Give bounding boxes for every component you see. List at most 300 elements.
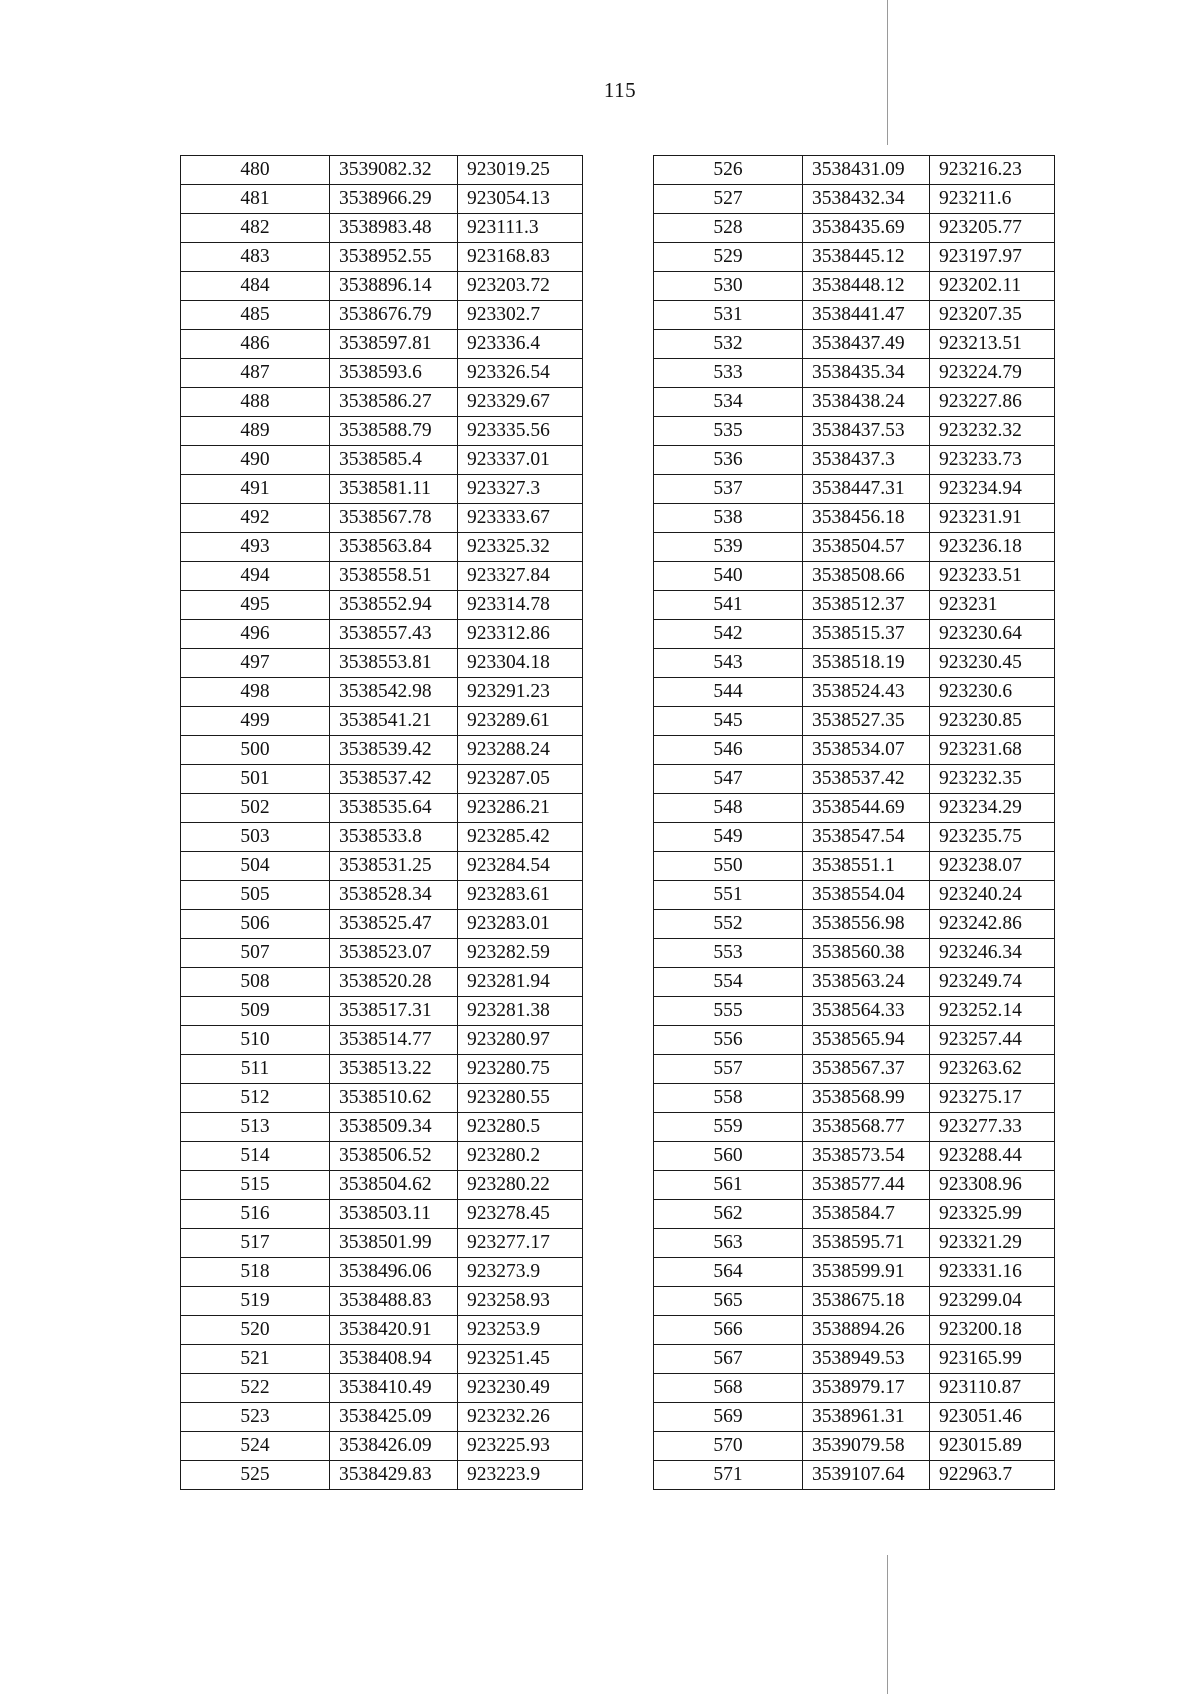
point-number-cell: 565 bbox=[654, 1287, 803, 1316]
y-coordinate-cell: 923326.54 bbox=[458, 359, 583, 388]
table-row bbox=[181, 359, 583, 388]
point-number-cell: 550 bbox=[654, 852, 803, 881]
y-coordinate-cell: 923231.91 bbox=[930, 504, 1055, 533]
x-coordinate-cell: 3538577.44 bbox=[803, 1171, 930, 1200]
y-coordinate-cell: 923258.93 bbox=[458, 1287, 583, 1316]
x-coordinate-cell: 3538588.79 bbox=[330, 417, 458, 446]
point-number-cell: 561 bbox=[654, 1171, 803, 1200]
x-coordinate-cell: 3538553.81 bbox=[330, 649, 458, 678]
point-number-cell: 489 bbox=[181, 417, 330, 446]
table-row bbox=[181, 1287, 583, 1316]
table-row bbox=[181, 649, 583, 678]
table-row bbox=[654, 620, 1055, 649]
y-coordinate-cell: 923197.97 bbox=[930, 243, 1055, 272]
x-coordinate-cell: 3538512.37 bbox=[803, 591, 930, 620]
table-row bbox=[181, 939, 583, 968]
x-coordinate-cell: 3538565.94 bbox=[803, 1026, 930, 1055]
y-coordinate-cell: 923287.05 bbox=[458, 765, 583, 794]
x-coordinate-cell: 3538426.09 bbox=[330, 1432, 458, 1461]
table-row bbox=[654, 678, 1055, 707]
x-coordinate-cell: 3538554.04 bbox=[803, 881, 930, 910]
table-row bbox=[654, 1229, 1055, 1258]
x-coordinate-cell: 3538675.18 bbox=[803, 1287, 930, 1316]
table-row bbox=[181, 533, 583, 562]
x-coordinate-cell: 3538508.66 bbox=[803, 562, 930, 591]
point-number-cell: 530 bbox=[654, 272, 803, 301]
y-coordinate-cell: 923286.21 bbox=[458, 794, 583, 823]
x-coordinate-cell: 3538527.35 bbox=[803, 707, 930, 736]
scan-edge-line-bottom bbox=[887, 1555, 888, 1694]
table-row bbox=[181, 678, 583, 707]
table-row bbox=[181, 1432, 583, 1461]
x-coordinate-cell: 3538523.07 bbox=[330, 939, 458, 968]
y-coordinate-cell: 923333.67 bbox=[458, 504, 583, 533]
point-number-cell: 507 bbox=[181, 939, 330, 968]
x-coordinate-cell: 3538517.31 bbox=[330, 997, 458, 1026]
point-number-cell: 490 bbox=[181, 446, 330, 475]
table-row bbox=[654, 1084, 1055, 1113]
y-coordinate-cell: 923280.97 bbox=[458, 1026, 583, 1055]
coordinate-table-right bbox=[653, 155, 1055, 1490]
point-number-cell: 482 bbox=[181, 214, 330, 243]
y-coordinate-cell: 923280.55 bbox=[458, 1084, 583, 1113]
x-coordinate-cell: 3538432.34 bbox=[803, 185, 930, 214]
point-number-cell: 513 bbox=[181, 1113, 330, 1142]
table-row bbox=[654, 1403, 1055, 1432]
y-coordinate-cell: 923168.83 bbox=[458, 243, 583, 272]
table-row bbox=[181, 1055, 583, 1084]
x-coordinate-cell: 3538563.24 bbox=[803, 968, 930, 997]
point-number-cell: 518 bbox=[181, 1258, 330, 1287]
y-coordinate-cell: 923233.51 bbox=[930, 562, 1055, 591]
y-coordinate-cell: 923234.94 bbox=[930, 475, 1055, 504]
point-number-cell: 481 bbox=[181, 185, 330, 214]
point-number-cell: 500 bbox=[181, 736, 330, 765]
y-coordinate-cell: 923054.13 bbox=[458, 185, 583, 214]
y-coordinate-cell: 923285.42 bbox=[458, 823, 583, 852]
x-coordinate-cell: 3538531.25 bbox=[330, 852, 458, 881]
point-number-cell: 511 bbox=[181, 1055, 330, 1084]
point-number-cell: 545 bbox=[654, 707, 803, 736]
x-coordinate-cell: 3538568.99 bbox=[803, 1084, 930, 1113]
table-row bbox=[654, 1374, 1055, 1403]
y-coordinate-cell: 923240.24 bbox=[930, 881, 1055, 910]
y-coordinate-cell: 923251.45 bbox=[458, 1345, 583, 1374]
table-row bbox=[181, 707, 583, 736]
x-coordinate-cell: 3538949.53 bbox=[803, 1345, 930, 1374]
point-number-cell: 498 bbox=[181, 678, 330, 707]
x-coordinate-cell: 3538510.62 bbox=[330, 1084, 458, 1113]
table-row bbox=[654, 1026, 1055, 1055]
x-coordinate-cell: 3538568.77 bbox=[803, 1113, 930, 1142]
x-coordinate-cell: 3538431.09 bbox=[803, 156, 930, 185]
y-coordinate-cell: 923051.46 bbox=[930, 1403, 1055, 1432]
table-row bbox=[654, 968, 1055, 997]
point-number-cell: 540 bbox=[654, 562, 803, 591]
y-coordinate-cell: 923238.07 bbox=[930, 852, 1055, 881]
point-number-cell: 527 bbox=[654, 185, 803, 214]
point-number-cell: 508 bbox=[181, 968, 330, 997]
table-row bbox=[181, 1171, 583, 1200]
y-coordinate-cell: 923337.01 bbox=[458, 446, 583, 475]
table-row bbox=[654, 997, 1055, 1026]
point-number-cell: 523 bbox=[181, 1403, 330, 1432]
point-number-cell: 562 bbox=[654, 1200, 803, 1229]
y-coordinate-cell: 923110.87 bbox=[930, 1374, 1055, 1403]
table-row bbox=[181, 388, 583, 417]
y-coordinate-cell: 923230.85 bbox=[930, 707, 1055, 736]
x-coordinate-cell: 3538676.79 bbox=[330, 301, 458, 330]
table-row bbox=[181, 1142, 583, 1171]
table-row bbox=[181, 620, 583, 649]
table-row bbox=[181, 301, 583, 330]
y-coordinate-cell: 923207.35 bbox=[930, 301, 1055, 330]
y-coordinate-cell: 923336.4 bbox=[458, 330, 583, 359]
point-number-cell: 492 bbox=[181, 504, 330, 533]
y-coordinate-cell: 923277.17 bbox=[458, 1229, 583, 1258]
x-coordinate-cell: 3538503.11 bbox=[330, 1200, 458, 1229]
point-number-cell: 563 bbox=[654, 1229, 803, 1258]
point-number-cell: 501 bbox=[181, 765, 330, 794]
point-number-cell: 567 bbox=[654, 1345, 803, 1374]
table-row bbox=[654, 243, 1055, 272]
y-coordinate-cell: 923280.75 bbox=[458, 1055, 583, 1084]
table-row bbox=[181, 1258, 583, 1287]
point-number-cell: 525 bbox=[181, 1461, 330, 1490]
x-coordinate-cell: 3538585.4 bbox=[330, 446, 458, 475]
point-number-cell: 494 bbox=[181, 562, 330, 591]
table-row bbox=[654, 388, 1055, 417]
point-number-cell: 484 bbox=[181, 272, 330, 301]
table-row bbox=[181, 736, 583, 765]
point-number-cell: 499 bbox=[181, 707, 330, 736]
y-coordinate-cell: 923299.04 bbox=[930, 1287, 1055, 1316]
table-row bbox=[654, 910, 1055, 939]
page-number: 115 bbox=[603, 78, 637, 102]
y-coordinate-cell: 923223.9 bbox=[458, 1461, 583, 1490]
x-coordinate-cell: 3538595.71 bbox=[803, 1229, 930, 1258]
table-row bbox=[181, 504, 583, 533]
table-row bbox=[181, 591, 583, 620]
point-number-cell: 535 bbox=[654, 417, 803, 446]
point-number-cell: 552 bbox=[654, 910, 803, 939]
y-coordinate-cell: 923312.86 bbox=[458, 620, 583, 649]
x-coordinate-cell: 3538456.18 bbox=[803, 504, 930, 533]
table-row bbox=[654, 301, 1055, 330]
point-number-cell: 569 bbox=[654, 1403, 803, 1432]
point-number-cell: 483 bbox=[181, 243, 330, 272]
y-coordinate-cell: 923234.29 bbox=[930, 794, 1055, 823]
point-number-cell: 539 bbox=[654, 533, 803, 562]
table-row bbox=[654, 649, 1055, 678]
y-coordinate-cell: 923283.01 bbox=[458, 910, 583, 939]
x-coordinate-cell: 3538514.77 bbox=[330, 1026, 458, 1055]
x-coordinate-cell: 3538425.09 bbox=[330, 1403, 458, 1432]
table-row bbox=[654, 1345, 1055, 1374]
x-coordinate-cell: 3538979.17 bbox=[803, 1374, 930, 1403]
table-row bbox=[654, 533, 1055, 562]
y-coordinate-cell: 923242.86 bbox=[930, 910, 1055, 939]
point-number-cell: 480 bbox=[181, 156, 330, 185]
point-number-cell: 548 bbox=[654, 794, 803, 823]
table-row bbox=[654, 939, 1055, 968]
x-coordinate-cell: 3538501.99 bbox=[330, 1229, 458, 1258]
x-coordinate-cell: 3538429.83 bbox=[330, 1461, 458, 1490]
table-row bbox=[181, 1345, 583, 1374]
coordinate-table-left bbox=[180, 155, 583, 1490]
y-coordinate-cell: 923202.11 bbox=[930, 272, 1055, 301]
table-row bbox=[654, 1258, 1055, 1287]
y-coordinate-cell: 923281.38 bbox=[458, 997, 583, 1026]
x-coordinate-cell: 3538513.22 bbox=[330, 1055, 458, 1084]
table-row bbox=[181, 1374, 583, 1403]
table-row bbox=[654, 794, 1055, 823]
y-coordinate-cell: 923325.99 bbox=[930, 1200, 1055, 1229]
x-coordinate-cell: 3538488.83 bbox=[330, 1287, 458, 1316]
y-coordinate-cell: 923280.2 bbox=[458, 1142, 583, 1171]
point-number-cell: 496 bbox=[181, 620, 330, 649]
point-number-cell: 493 bbox=[181, 533, 330, 562]
x-coordinate-cell: 3538573.54 bbox=[803, 1142, 930, 1171]
x-coordinate-cell: 3538556.98 bbox=[803, 910, 930, 939]
x-coordinate-cell: 3538437.53 bbox=[803, 417, 930, 446]
x-coordinate-cell: 3538539.42 bbox=[330, 736, 458, 765]
y-coordinate-cell: 923236.18 bbox=[930, 533, 1055, 562]
table-row bbox=[654, 707, 1055, 736]
x-coordinate-cell: 3538537.42 bbox=[803, 765, 930, 794]
table-row bbox=[654, 1171, 1055, 1200]
y-coordinate-cell: 923263.62 bbox=[930, 1055, 1055, 1084]
x-coordinate-cell: 3538558.51 bbox=[330, 562, 458, 591]
y-coordinate-cell: 923230.64 bbox=[930, 620, 1055, 649]
table-row bbox=[181, 881, 583, 910]
x-coordinate-cell: 3538593.6 bbox=[330, 359, 458, 388]
point-number-cell: 536 bbox=[654, 446, 803, 475]
y-coordinate-cell: 923246.34 bbox=[930, 939, 1055, 968]
y-coordinate-cell: 923216.23 bbox=[930, 156, 1055, 185]
point-number-cell: 533 bbox=[654, 359, 803, 388]
x-coordinate-cell: 3538961.31 bbox=[803, 1403, 930, 1432]
table-row bbox=[181, 1026, 583, 1055]
x-coordinate-cell: 3538544.69 bbox=[803, 794, 930, 823]
table-row bbox=[181, 185, 583, 214]
point-number-cell: 509 bbox=[181, 997, 330, 1026]
y-coordinate-cell: 923232.32 bbox=[930, 417, 1055, 446]
x-coordinate-cell: 3538557.43 bbox=[330, 620, 458, 649]
point-number-cell: 485 bbox=[181, 301, 330, 330]
table-row bbox=[654, 417, 1055, 446]
table-row bbox=[181, 910, 583, 939]
y-coordinate-cell: 923277.33 bbox=[930, 1113, 1055, 1142]
point-number-cell: 547 bbox=[654, 765, 803, 794]
table-row bbox=[181, 794, 583, 823]
point-number-cell: 521 bbox=[181, 1345, 330, 1374]
point-number-cell: 529 bbox=[654, 243, 803, 272]
y-coordinate-cell: 923252.14 bbox=[930, 997, 1055, 1026]
x-coordinate-cell: 3538441.47 bbox=[803, 301, 930, 330]
table-row bbox=[654, 475, 1055, 504]
y-coordinate-cell: 923291.23 bbox=[458, 678, 583, 707]
table-row bbox=[654, 736, 1055, 765]
table-row bbox=[654, 823, 1055, 852]
point-number-cell: 487 bbox=[181, 359, 330, 388]
x-coordinate-cell: 3538518.19 bbox=[803, 649, 930, 678]
x-coordinate-cell: 3538533.8 bbox=[330, 823, 458, 852]
point-number-cell: 532 bbox=[654, 330, 803, 359]
y-coordinate-cell: 923281.94 bbox=[458, 968, 583, 997]
y-coordinate-cell: 923235.75 bbox=[930, 823, 1055, 852]
x-coordinate-cell: 3538586.27 bbox=[330, 388, 458, 417]
table-row bbox=[181, 765, 583, 794]
table-row bbox=[654, 1432, 1055, 1461]
x-coordinate-cell: 3538584.7 bbox=[803, 1200, 930, 1229]
y-coordinate-cell: 923304.18 bbox=[458, 649, 583, 678]
y-coordinate-cell: 923019.25 bbox=[458, 156, 583, 185]
y-coordinate-cell: 923327.3 bbox=[458, 475, 583, 504]
point-number-cell: 524 bbox=[181, 1432, 330, 1461]
point-number-cell: 568 bbox=[654, 1374, 803, 1403]
y-coordinate-cell: 923329.67 bbox=[458, 388, 583, 417]
table-row bbox=[654, 1316, 1055, 1345]
point-number-cell: 519 bbox=[181, 1287, 330, 1316]
y-coordinate-cell: 923288.24 bbox=[458, 736, 583, 765]
x-coordinate-cell: 3538445.12 bbox=[803, 243, 930, 272]
table-row bbox=[181, 823, 583, 852]
point-number-cell: 556 bbox=[654, 1026, 803, 1055]
y-coordinate-cell: 923289.61 bbox=[458, 707, 583, 736]
x-coordinate-cell: 3538448.12 bbox=[803, 272, 930, 301]
y-coordinate-cell: 923282.59 bbox=[458, 939, 583, 968]
x-coordinate-cell: 3538515.37 bbox=[803, 620, 930, 649]
x-coordinate-cell: 3538535.64 bbox=[330, 794, 458, 823]
table-row bbox=[181, 1229, 583, 1258]
x-coordinate-cell: 3538437.49 bbox=[803, 330, 930, 359]
point-number-cell: 554 bbox=[654, 968, 803, 997]
x-coordinate-cell: 3538983.48 bbox=[330, 214, 458, 243]
y-coordinate-cell: 923211.6 bbox=[930, 185, 1055, 214]
x-coordinate-cell: 3538551.1 bbox=[803, 852, 930, 881]
point-number-cell: 559 bbox=[654, 1113, 803, 1142]
y-coordinate-cell: 923232.26 bbox=[458, 1403, 583, 1432]
x-coordinate-cell: 3538509.34 bbox=[330, 1113, 458, 1142]
table-row bbox=[181, 330, 583, 359]
y-coordinate-cell: 923314.78 bbox=[458, 591, 583, 620]
y-coordinate-cell: 923308.96 bbox=[930, 1171, 1055, 1200]
y-coordinate-cell: 923224.79 bbox=[930, 359, 1055, 388]
y-coordinate-cell: 923280.5 bbox=[458, 1113, 583, 1142]
x-coordinate-cell: 3539079.58 bbox=[803, 1432, 930, 1461]
point-number-cell: 531 bbox=[654, 301, 803, 330]
table-row bbox=[181, 272, 583, 301]
y-coordinate-cell: 923288.44 bbox=[930, 1142, 1055, 1171]
point-number-cell: 526 bbox=[654, 156, 803, 185]
x-coordinate-cell: 3538541.21 bbox=[330, 707, 458, 736]
table-row bbox=[181, 156, 583, 185]
point-number-cell: 553 bbox=[654, 939, 803, 968]
point-number-cell: 495 bbox=[181, 591, 330, 620]
y-coordinate-cell: 923321.29 bbox=[930, 1229, 1055, 1258]
y-coordinate-cell: 923213.51 bbox=[930, 330, 1055, 359]
table-row bbox=[181, 417, 583, 446]
y-coordinate-cell: 923231 bbox=[930, 591, 1055, 620]
point-number-cell: 488 bbox=[181, 388, 330, 417]
table-row bbox=[654, 881, 1055, 910]
x-coordinate-cell: 3539082.32 bbox=[330, 156, 458, 185]
x-coordinate-cell: 3538408.94 bbox=[330, 1345, 458, 1374]
table-row bbox=[181, 1200, 583, 1229]
table-row bbox=[181, 1403, 583, 1432]
x-coordinate-cell: 3538597.81 bbox=[330, 330, 458, 359]
point-number-cell: 549 bbox=[654, 823, 803, 852]
y-coordinate-cell: 923331.16 bbox=[930, 1258, 1055, 1287]
x-coordinate-cell: 3538420.91 bbox=[330, 1316, 458, 1345]
point-number-cell: 571 bbox=[654, 1461, 803, 1490]
x-coordinate-cell: 3538581.11 bbox=[330, 475, 458, 504]
table-row bbox=[654, 1287, 1055, 1316]
table-row bbox=[181, 852, 583, 881]
table-row bbox=[654, 504, 1055, 533]
table-row bbox=[181, 243, 583, 272]
table-row bbox=[654, 185, 1055, 214]
y-coordinate-cell: 923227.86 bbox=[930, 388, 1055, 417]
x-coordinate-cell: 3538504.57 bbox=[803, 533, 930, 562]
x-coordinate-cell: 3538534.07 bbox=[803, 736, 930, 765]
x-coordinate-cell: 3538567.78 bbox=[330, 504, 458, 533]
table-row bbox=[654, 214, 1055, 243]
y-coordinate-cell: 923327.84 bbox=[458, 562, 583, 591]
point-number-cell: 546 bbox=[654, 736, 803, 765]
y-coordinate-cell: 923302.7 bbox=[458, 301, 583, 330]
x-coordinate-cell: 3538894.26 bbox=[803, 1316, 930, 1345]
table-row bbox=[654, 156, 1055, 185]
y-coordinate-cell: 923275.17 bbox=[930, 1084, 1055, 1113]
point-number-cell: 570 bbox=[654, 1432, 803, 1461]
point-number-cell: 514 bbox=[181, 1142, 330, 1171]
point-number-cell: 551 bbox=[654, 881, 803, 910]
point-number-cell: 537 bbox=[654, 475, 803, 504]
table-row bbox=[654, 1142, 1055, 1171]
point-number-cell: 520 bbox=[181, 1316, 330, 1345]
y-coordinate-cell: 923253.9 bbox=[458, 1316, 583, 1345]
table-row bbox=[181, 1113, 583, 1142]
x-coordinate-cell: 3538552.94 bbox=[330, 591, 458, 620]
x-coordinate-cell: 3538542.98 bbox=[330, 678, 458, 707]
table-row bbox=[654, 330, 1055, 359]
y-coordinate-cell: 923165.99 bbox=[930, 1345, 1055, 1374]
y-coordinate-cell: 923230.6 bbox=[930, 678, 1055, 707]
x-coordinate-cell: 3538437.3 bbox=[803, 446, 930, 475]
point-number-cell: 538 bbox=[654, 504, 803, 533]
x-coordinate-cell: 3538560.38 bbox=[803, 939, 930, 968]
point-number-cell: 522 bbox=[181, 1374, 330, 1403]
y-coordinate-cell: 923257.44 bbox=[930, 1026, 1055, 1055]
y-coordinate-cell: 923225.93 bbox=[458, 1432, 583, 1461]
point-number-cell: 560 bbox=[654, 1142, 803, 1171]
point-number-cell: 564 bbox=[654, 1258, 803, 1287]
point-number-cell: 512 bbox=[181, 1084, 330, 1113]
point-number-cell: 558 bbox=[654, 1084, 803, 1113]
y-coordinate-cell: 923232.35 bbox=[930, 765, 1055, 794]
x-coordinate-cell: 3538438.24 bbox=[803, 388, 930, 417]
y-coordinate-cell: 923015.89 bbox=[930, 1432, 1055, 1461]
point-number-cell: 534 bbox=[654, 388, 803, 417]
point-number-cell: 504 bbox=[181, 852, 330, 881]
x-coordinate-cell: 3538524.43 bbox=[803, 678, 930, 707]
table-row bbox=[654, 765, 1055, 794]
x-coordinate-cell: 3538496.06 bbox=[330, 1258, 458, 1287]
y-coordinate-cell: 923230.49 bbox=[458, 1374, 583, 1403]
x-coordinate-cell: 3538599.91 bbox=[803, 1258, 930, 1287]
